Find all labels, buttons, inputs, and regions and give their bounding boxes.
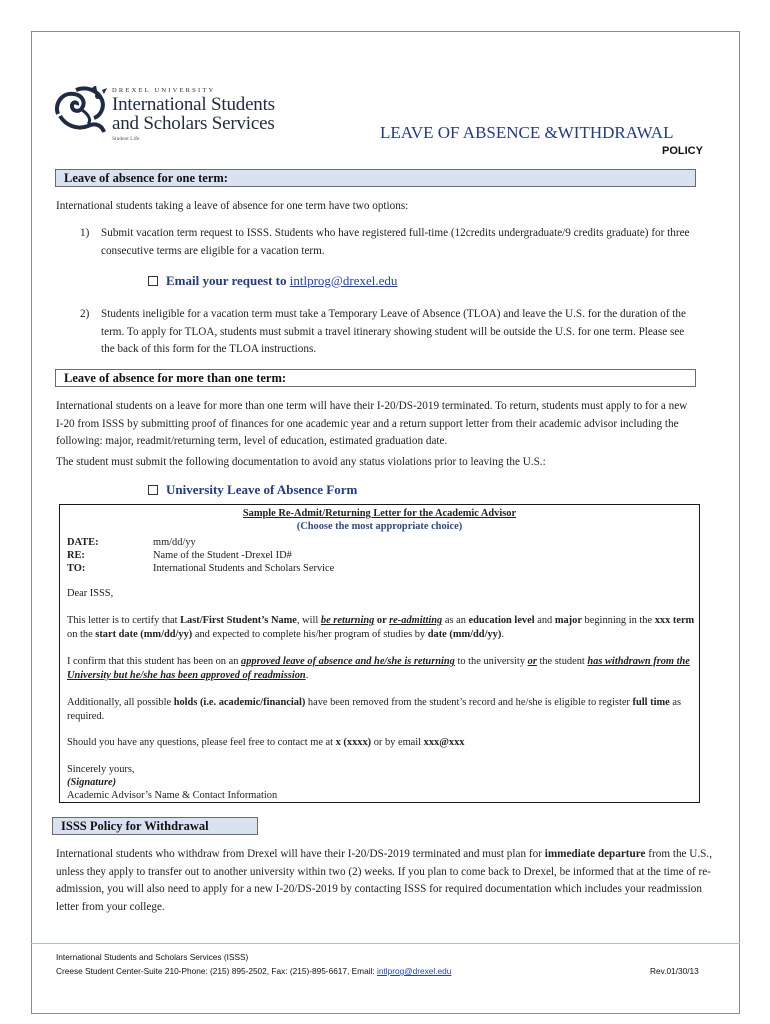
to-label: TO: xyxy=(67,563,86,574)
letter-paragraph-certify: This letter is to certify that Last/First Student’s Name, will be returning or re-admitting as an education level and major beginning in the xxx term on the start date (mm/dd/yy) and expected to complete his/her program of studies by date (mm/dd/yy). xyxy=(67,615,695,640)
section-heading-more-than-one-term: Leave of absence for more than one term: xyxy=(55,369,696,387)
section2-paragraph: International students on a leave for more than one term will have their I-20/DS-2019 terminated. To return, students must apply to for a new I-20 from ISSS by submitting proof of finances for one academic year and a return support letter from their academic advisor including the following: major, readmit/returning term, level of education, estimated graduation date. xyxy=(56,400,688,447)
footer-contact: Creese Student Center-Suite 210-Phone: (215) 895-2502, Fax: (215)-895-6617, Email: intlprog@drexel.edu xyxy=(56,966,452,976)
email-request-label: Email your request to xyxy=(166,273,290,288)
revision-date: Rev.01/30/13 xyxy=(650,966,699,976)
document-title: LEAVE OF ABSENCE &WITHDRAWAL xyxy=(380,123,674,142)
list-number: 1) xyxy=(80,227,90,239)
isss-logo xyxy=(52,86,302,148)
list-item-vacation-term xyxy=(80,225,695,260)
footer-office-name: International Students and Scholars Services (ISSS) xyxy=(56,952,249,962)
section-heading-one-term: Leave of absence for one term: xyxy=(55,169,696,187)
letter-paragraph-holds: Additionally, all possible holds (i.e. academic/financial) have been removed from the student’s record and he/she is eligible to register full time as required. xyxy=(67,697,681,722)
logo-line-1: International Students xyxy=(112,94,275,115)
sample-letter-box xyxy=(59,504,700,803)
date-label: DATE: xyxy=(67,537,99,548)
letter-subheader: (Choose the most appropriate choice) xyxy=(296,521,463,532)
date-value: mm/dd/yy xyxy=(153,537,196,548)
leave-form-label: University Leave of Absence Form xyxy=(166,482,358,497)
checkbox[interactable] xyxy=(148,276,158,286)
document-subtitle: POLICY xyxy=(662,145,703,157)
logo-subtitle: Student Life xyxy=(112,136,140,142)
list-item-tloa xyxy=(80,306,695,359)
re-label: RE: xyxy=(67,550,85,561)
list-text: Submit vacation term request to ISSS. Students who have registered full-time (12credits undergraduate/9 credits graduate) for three consecutive terms are eligible for a vacation term. xyxy=(101,227,690,257)
leave-form-checkbox-line xyxy=(148,482,357,498)
dragon-logo-icon xyxy=(52,86,108,136)
footer-divider xyxy=(31,943,740,944)
letter-to-row xyxy=(67,562,334,575)
letter-header: Sample Re-Admit/Returning Letter for the Academic Advisor xyxy=(242,508,517,519)
to-value: International Students and Scholars Service xyxy=(153,563,335,574)
email-link[interactable]: intlprog@drexel.edu xyxy=(289,273,398,288)
list-text: Students ineligible for a vacation term must take a Temporary Leave of Absence (TLOA) and leave the U.S. for the duration of the term. To apply for TLOA, students must submit a travel itinerary showing student will be outside the U.S. for one term. Please see the back of this form for the TLOA instructions. xyxy=(101,308,686,355)
letter-paragraph-contact: Should you have any questions, please feel free to contact me at x (xxxx) or by email xxx@xxx xyxy=(67,737,465,748)
university-name: DREXEL UNIVERSITY xyxy=(112,87,216,94)
section-heading-withdrawal: ISSS Policy for Withdrawal xyxy=(52,817,258,835)
section2-instruction: The student must submit the following documentation to avoid any status violations prior to leaving the U.S.: xyxy=(56,456,546,468)
re-value: Name of the Student -Drexel ID# xyxy=(153,550,292,561)
email-request-checkbox-line xyxy=(148,273,397,289)
list-number: 2) xyxy=(80,308,90,320)
letter-re-row xyxy=(67,549,292,562)
withdrawal-paragraph: International students who withdraw from Drexel will have their I-20/DS-2019 terminated and must plan for immediate departure from the U.S., unless they apply to transfer out to another university within two (2) weeks. If you plan to come back to Drexel, be informed that at the time of re-admission, you will also need to apply for a new I-20/DS-2019 by contacting ISSS for required documentation which includes your readmission letter from your college. xyxy=(56,848,712,913)
footer-email-link[interactable]: intlprog@drexel.edu xyxy=(377,966,452,976)
letter-closing: Sincerely yours, xyxy=(67,764,135,775)
letter-date-row xyxy=(67,536,196,549)
letter-salutation: Dear ISSS, xyxy=(67,588,114,599)
section1-intro: International students taking a leave of absence for one term have two options: xyxy=(56,200,409,212)
letter-signature: (Signature) xyxy=(67,777,117,788)
checkbox[interactable] xyxy=(148,485,158,495)
letter-advisor-info: Academic Advisor’s Name & Contact Information xyxy=(67,790,278,801)
logo-line-2: and Scholars Services xyxy=(112,113,275,134)
letter-paragraph-confirm: I confirm that this student has been on an approved leave of absence and he/she is returning to the university or the student has withdrawn from the University but he/she has been approved of readmission. xyxy=(67,656,690,681)
